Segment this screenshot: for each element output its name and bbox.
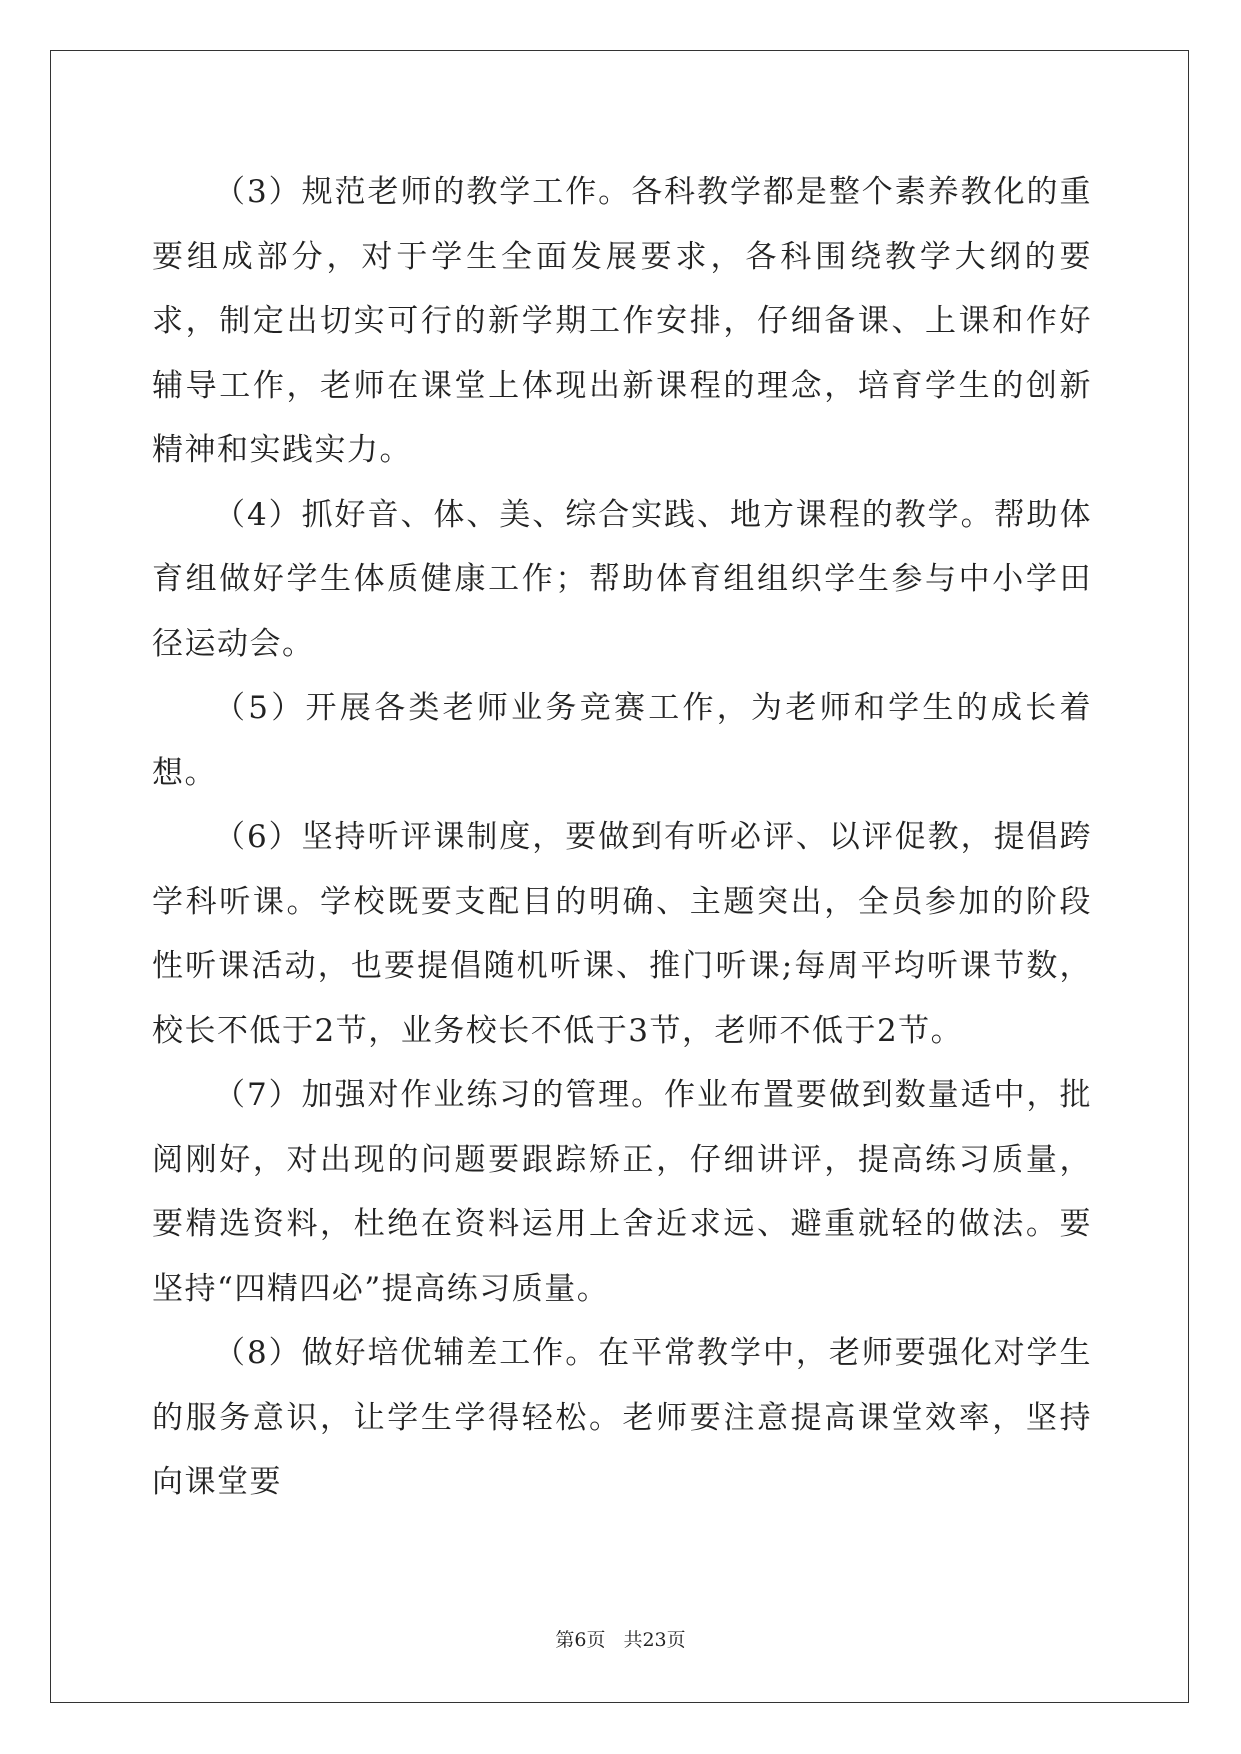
paragraph-8: （8）做好培优辅差工作。在平常教学中，老师要强化对学生的服务意识，让学生学得轻松。老师要注意提高课堂效率，坚持向课堂要: [152, 1335, 1092, 1500]
paragraph-6: （6）坚持听评课制度，要做到有听必评、以评促教，提倡跨学科听课。学校既要支配目的明确、主题突出，全员参加的阶段性听课活动，也要提倡随机听课、推门听课;每周平均听课节数，校长不低于2节，业务校长不低于3节，老师不低于2节。: [152, 819, 1092, 1049]
page-number: 第6页: [555, 1629, 606, 1651]
paragraph-4: （4）抓好音、体、美、综合实践、地方课程的教学。帮助体育组做好学生体质健康工作；帮助体育组组织学生参与中小学田径运动会。: [152, 496, 1092, 662]
paragraph-3: （3）规范老师的教学工作。各科教学都是整个素养教化的重要组成部分，对于学生全面发展要求，各科围绕教学大纲的要求，制定出切实可行的新学期工作安排，仔细备课、上课和作好辅导工作，老师在课堂上体现出新课程的理念，培育学生的创新精神和实践实力。: [152, 174, 1092, 468]
document-body: [152, 160, 1092, 1515]
page-total: 共23页: [623, 1629, 686, 1651]
paragraph-7: （7）加强对作业练习的管理。作业布置要做到数量适中，批阅刚好，对出现的问题要跟踪矫正，仔细讲评，提高练习质量，要精选资料，杜绝在资料运用上舍近求远、避重就轻的做法。要坚持“四精四必”提高练习质量。: [152, 1077, 1092, 1307]
page-footer: [0, 1625, 1241, 1652]
paragraph-5: （5）开展各类老师业务竞赛工作，为老师和学生的成长着想。: [152, 690, 1092, 791]
